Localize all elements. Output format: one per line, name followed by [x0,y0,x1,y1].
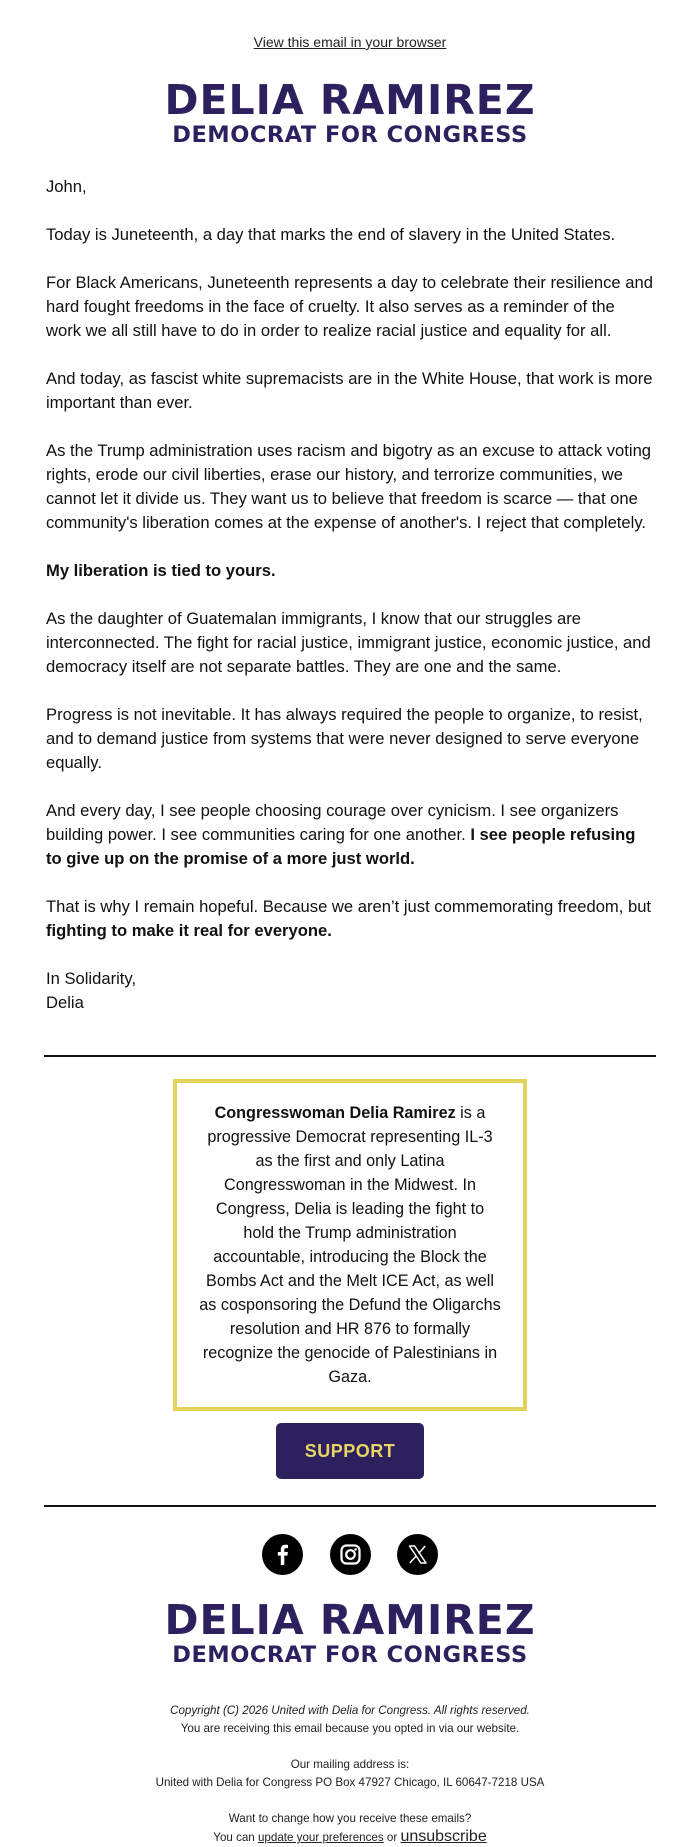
unsubscribe-link[interactable]: unsubscribe [400,1828,487,1845]
bio-name: Congresswoman Delia Ramirez [214,1103,456,1122]
paragraph-8-bold: I see people refusing to give up on the promise of a more just world. [46,824,636,868]
divider-top [44,1055,656,1057]
support-row [0,1423,700,1479]
paragraph-1: Today is Juneteenth, a day that marks the end of slavery in the United States. [46,224,616,244]
or-text: or [383,1831,401,1844]
paragraph-7: Progress is not inevitable. It has always required the people to organize, to resist, and to demand justice from systems that were never designed to serve everyone equally. [46,704,643,772]
footer-logo-name: DELIA RAMIREZ [164,1595,536,1644]
logo-name: DELIA RAMIREZ [164,76,536,124]
x-icon[interactable] [397,1534,438,1575]
view-in-browser-link[interactable]: View this email in your browser [253,34,447,50]
preferences-row [0,1828,700,1847]
paragraph-2: For Black Americans, Juneteenth represents a day to celebrate their resilience and hard fought freedoms in the face of cruelty. It also serves as a reminder of the work we all still have to do in order to realize racial justice and equality for all. [46,272,653,340]
update-preferences-link[interactable]: update your preferences [257,1831,384,1844]
paragraph-3: And today, as fascist white supremacists are in the White House, that work is more important than ever. [46,368,653,412]
support-button[interactable]: SUPPORT [276,1423,424,1479]
facebook-icon[interactable] [262,1534,303,1575]
logo-tagline: DEMOCRAT FOR CONGRESS [172,122,528,148]
paragraph-5 [46,559,654,583]
paragraph-8-text: And every day, I see people choosing courage over cynicism. I see organizers building power. I see communities caring for one another. [46,800,619,844]
header-logo[interactable] [0,76,700,148]
signoff-block [46,967,654,1015]
change-prompt: Want to change how you receive these emails? [228,1812,472,1825]
signature: Delia [46,992,84,1012]
mailing-label: Our mailing address is: [290,1758,410,1771]
paragraph-9-text: That is why I remain hopeful. Because we aren’t just commemorating freedom, but [46,896,652,916]
mailing-address: United with Delia for Congress PO Box 47927 Chicago, IL 60647-7218 USA [155,1776,545,1789]
bio-text: is a progressive Democrat representing IL-3 as the first and only Latina Congresswoman in the Midwest. In Congress, Delia is leading the fight to hold the Trump administration accountable, introducing the Block the Bombs Act and the Melt ICE Act, as well as cosponsoring the Defund the Oligarchs resolution and HR 876 to formally recognize the genocide of Palestinians in Gaza. [199,1103,501,1386]
you-can-text: You can [213,1831,258,1844]
paragraph-8 [46,799,654,871]
view-in-browser-row [0,0,700,50]
letter-body [0,175,700,1015]
social-icons [0,1534,700,1576]
bio-box [173,1079,527,1411]
paragraph-4: As the Trump administration uses racism and bigotry as an excuse to attack voting rights, erode our civil liberties, erase our history, and terrorize communities, we cannot let it divide us. They want us to believe that freedom is scarce — that one community's liberation comes at the expense of another's. I reject that completely. [46,440,652,532]
paragraph-5-bold: My liberation is tied to yours. [46,560,276,580]
footer-logo-tagline: DEMOCRAT FOR CONGRESS [172,1641,528,1668]
paragraph-9-bold: fighting to make it real for everyone. [46,920,332,940]
instagram-icon[interactable] [330,1534,371,1575]
signoff: In Solidarity, [46,968,137,988]
divider-bottom [44,1505,656,1507]
opted-in-note: You are receiving this email because you opted in via our website. [180,1722,520,1735]
footer [0,1702,700,1847]
paragraph-9 [46,895,654,943]
footer-logo[interactable] [0,1595,700,1668]
greeting: John, [46,176,87,196]
copyright: Copyright (C) 2026 United with Delia for Congress. All rights reserved. [170,1704,530,1717]
paragraph-6: As the daughter of Guatemalan immigrants, I know that our struggles are interconnected. The fight for racial justice, immigrant justice, economic justice, and democracy itself are not separate battles. They are one and the same. [46,608,651,676]
